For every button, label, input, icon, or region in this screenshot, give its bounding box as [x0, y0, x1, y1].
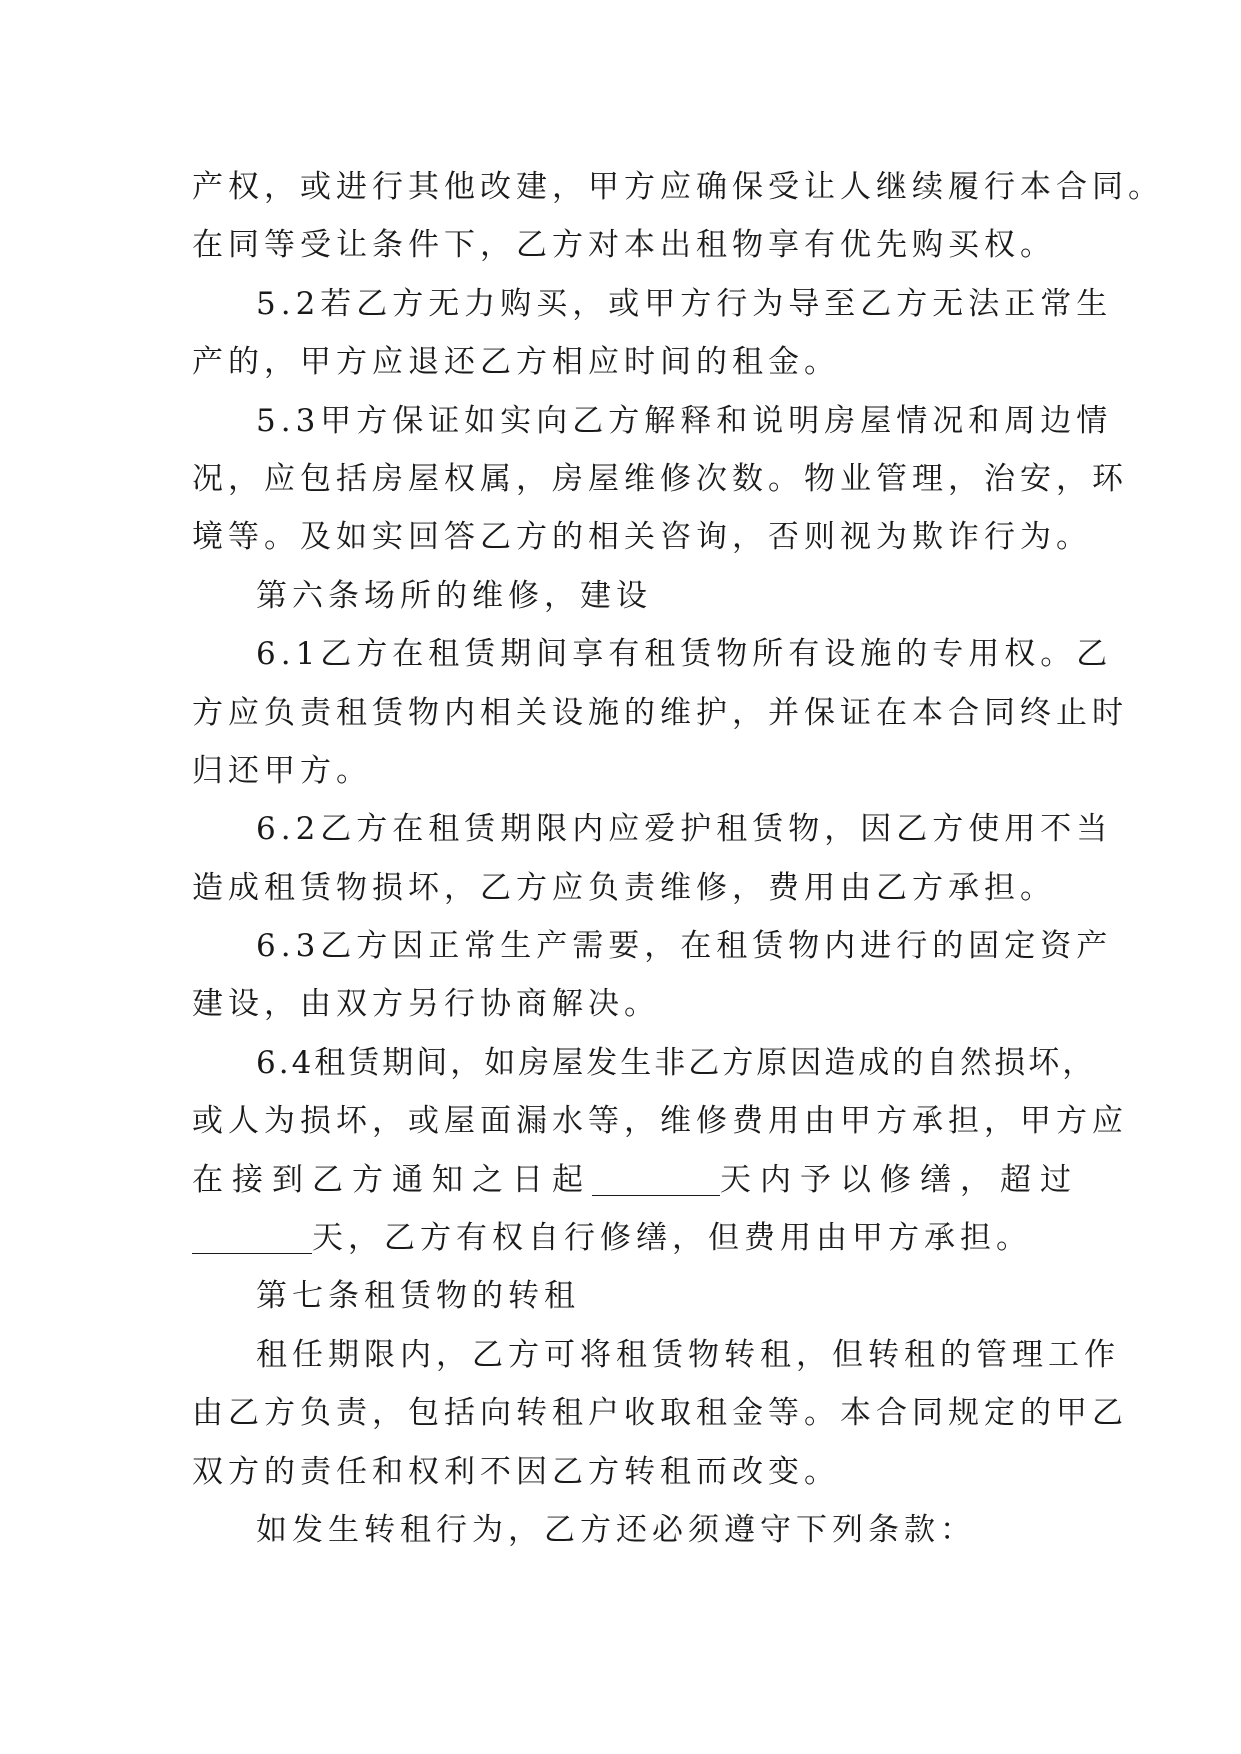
text-line: 产的，甲方应退还乙方相应时间的租金。: [192, 344, 840, 381]
fill-in-blank-days: [592, 1161, 720, 1196]
clause-6-1-line: 6.1乙方在租赁期间享有租赁物所有设施的专用权。乙: [256, 636, 1113, 673]
clause-5-2-line: 5.2若乙方无力购买，或甲方行为导至乙方无法正常生: [256, 285, 1113, 322]
text-line-with-blank: [192, 1209, 1054, 1267]
article-7-para-line: 租任期限内，乙方可将租赁物转租，但转租的管理工作: [256, 1336, 1120, 1373]
clause-5-3-line: 5.3甲方保证如实向乙方解释和说明房屋情况和周边情: [256, 402, 1113, 439]
text-line: 由乙方负责，包括向转租户收取租金等。本合同规定的甲乙: [192, 1395, 1128, 1432]
text-line-with-blank: [192, 1151, 1080, 1209]
text-line: 产权，或进行其他改建，甲方应确保受让人继续履行本合同。: [192, 169, 1164, 205]
article-6-heading: 第六条场所的维修，建设: [256, 577, 652, 614]
text-segment: 天内予以修缮，超过: [720, 1161, 1080, 1198]
text-line: 在同等受让条件下，乙方对本出租物享有优先购买权。: [192, 227, 1056, 264]
fill-in-blank-days-overdue: [192, 1219, 312, 1254]
clause-6-2-line: 6.2乙方在租赁期限内应爱护租赁物，因乙方使用不当: [256, 811, 1113, 848]
text-line: 双方的责任和权利不因乙方转租而改变。: [192, 1453, 840, 1490]
article-7-heading: 第七条租赁物的转租: [256, 1278, 580, 1315]
clause-6-4-line: 6.4租赁期间，如房屋发生非乙方原因造成的自然损坏，: [256, 1044, 1097, 1081]
text-line: 造成租赁物损坏，乙方应负责维修，费用由乙方承担。: [192, 869, 1056, 906]
text-line: 方应负责租赁物内相关设施的维护，并保证在本合同终止时: [192, 694, 1128, 731]
sublease-terms-intro: 如发生转租行为，乙方还必须遵守下列条款：: [256, 1511, 976, 1548]
clause-6-3-line: 6.3乙方因正常生产需要，在租赁物内进行的固定资产: [256, 928, 1113, 965]
text-segment: 天，乙方有权自行修缮，但费用由甲方承担。: [312, 1220, 1032, 1257]
text-line: 或人为损坏，或屋面漏水等，维修费用由甲方承担，甲方应: [192, 1103, 1128, 1140]
text-line: 归还甲方。: [192, 752, 372, 789]
text-line: 建设，由双方另行协商解决。: [192, 986, 660, 1023]
text-segment: 在接到乙方通知之日起: [192, 1161, 592, 1198]
text-line: 况，应包括房屋权属，房屋维修次数。物业管理，治安，环: [192, 460, 1128, 497]
text-line: 境等。及如实回答乙方的相关咨询，否则视为欺诈行为。: [192, 519, 1092, 556]
contract-body: [192, 158, 1164, 1559]
